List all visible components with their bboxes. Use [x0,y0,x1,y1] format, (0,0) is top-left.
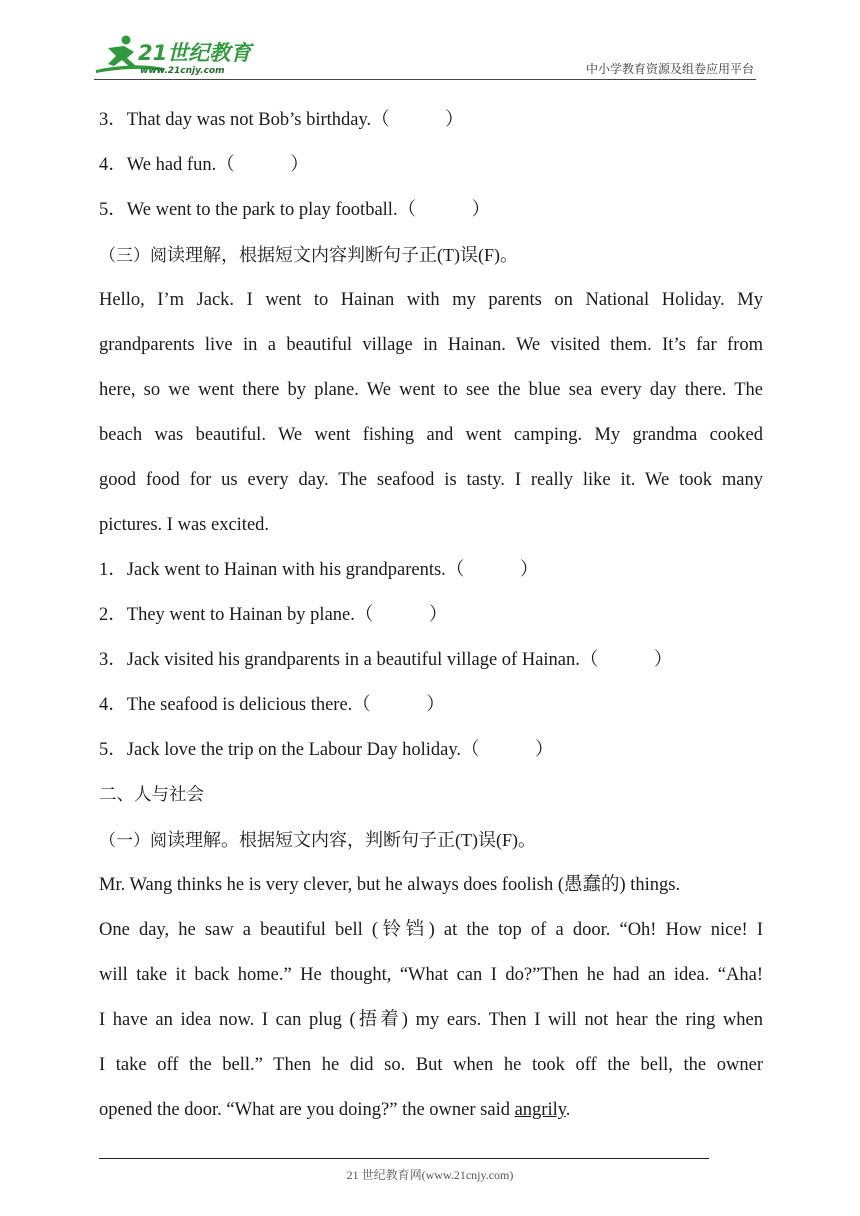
underlined-word: angrily [514,1100,566,1120]
question-text: Jack love the trip on the Labour Day holiday. [126,740,462,760]
question-text: Jack went to Hainan with his grandparents. [126,560,446,580]
question-text: That day was not Bob’s birthday. [126,110,372,130]
question-item [99,593,763,638]
question-number: 3． [99,110,127,130]
passage-line: will take it back home.” He thought, “What can I do?”Then he had an idea. “Aha! [99,965,763,985]
platform-name: 中小学教育资源及组卷应用平台 [585,62,754,76]
logo-text: 21世纪教育 [138,41,252,65]
answer-blank[interactable]: （ ） [445,560,539,580]
passage-line: One day, he saw a beautiful bell (铃铛) at the top of a door. “Oh! How nice! I [99,920,763,940]
part3-title [99,233,763,278]
page-header [0,0,860,90]
passage-line: here, so we went there by plane. We went to see the blue sea every day there. The [99,380,763,400]
page-footer: 21 世纪教育网(www.21cnjy.com) [346,1168,514,1182]
question-number: 2． [99,605,127,625]
part1-title [99,818,763,863]
answer-blank[interactable]: （ ） [461,740,554,760]
question-item [99,548,763,593]
question-number: 5． [99,200,127,220]
part1-title-rest: 读理解。根据短文内容，判断句子正(T)误(F)。 [167,830,536,850]
passage-line: Mr. Wang thinks he is very clever, but he always does foolish (愚蠢的) things. [99,875,681,895]
question-item [99,728,763,773]
question-text: We had fun. [126,155,217,175]
part3-title-rest: 读理解，根据短文内容判断句子正(T)误(F)。 [167,245,518,265]
logo-runner-icon [94,34,264,80]
passage-line [99,1088,763,1133]
answer-blank[interactable]: （ ） [216,155,309,175]
question-text: Jack visited his grandparents in a beautiful village of Hainan. [126,650,580,670]
answer-blank[interactable]: （ ） [579,650,673,670]
passage-line: I have an idea now. I can plug (捂着) my ears. Then I will not hear the ring when [99,1010,763,1030]
section-title: 二、人与社会 [99,785,204,805]
question-item [99,143,763,188]
question-number: 3． [99,650,127,670]
part1-title-prefix: （一）阅 [99,831,167,851]
passage-line: Hello, I’m Jack. I went to Hainan with my parents on National Holiday. My [99,290,763,310]
answer-blank[interactable]: （ ） [352,695,445,715]
document-body [99,98,763,1133]
question-text: The seafood is delicious there. [126,695,353,715]
passage-line: grandparents live in a beautiful village in Hainan. We visited them. It’s far from [99,335,763,355]
passage-text: . [565,1100,571,1120]
passage-line: beach was beautiful. We went fishing and went camping. My grandma cooked [99,425,763,445]
passage-line: good food for us every day. The seafood is tasty. I really like it. We took many [99,470,763,490]
question-number: 4． [99,155,127,175]
question-item [99,98,763,143]
answer-blank[interactable]: （ ） [371,110,464,130]
question-number: 4． [99,695,127,715]
passage-line: I take off the bell.” Then he did so. But when he took off the bell, the owner [99,1055,763,1075]
header-divider [94,79,756,80]
question-number: 5． [99,740,127,760]
question-text: We went to the park to play football. [126,200,398,220]
question-item [99,638,763,683]
passage-text: opened the door. “What are you doing?” the owner said [99,1100,515,1120]
answer-blank[interactable]: （ ） [354,605,448,625]
answer-blank[interactable]: （ ） [397,200,491,220]
passage-line: pictures. I was excited. [99,515,270,535]
question-text: They went to Hainan by plane. [126,605,355,625]
question-item [99,188,763,233]
site-logo[interactable] [94,34,264,80]
footer-divider [99,1158,709,1159]
question-item [99,683,763,728]
question-number: 1． [99,560,127,580]
part3-title-prefix: （三）阅 [99,246,167,266]
logo-url: www.21cnjy.com [140,66,225,76]
